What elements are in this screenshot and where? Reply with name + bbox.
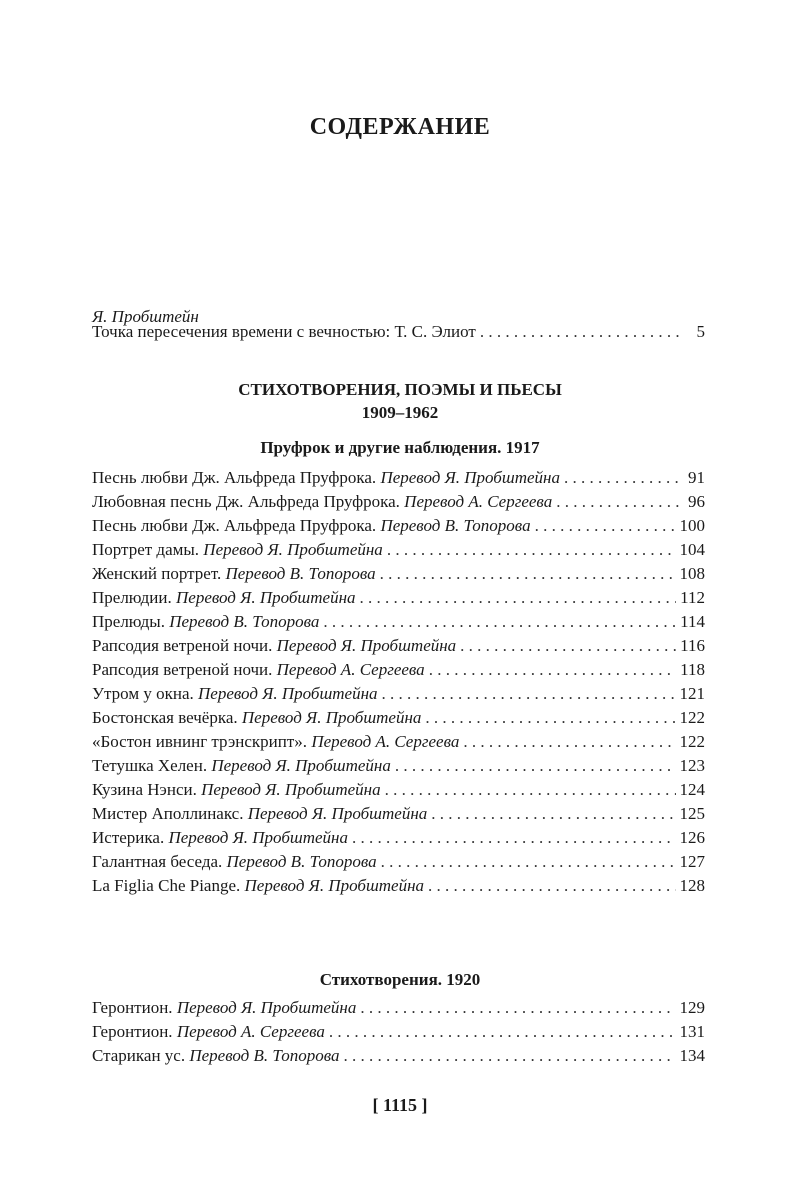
page-number: 127 — [679, 852, 705, 871]
translator: Перевод В. Топорова — [226, 852, 377, 871]
leader-dots — [385, 778, 676, 802]
toc-entry[interactable] — [92, 634, 705, 658]
page-number: 104 — [679, 540, 705, 559]
toc-entry[interactable] — [92, 514, 705, 538]
leader-dots — [380, 562, 676, 586]
page-number: 124 — [679, 780, 705, 799]
toc-entry[interactable] — [92, 874, 705, 898]
page-number: 129 — [679, 998, 705, 1017]
entry-title — [92, 706, 421, 730]
leader-dots — [428, 874, 675, 898]
translator: Перевод Я. Пробштейна — [203, 540, 383, 559]
section-years: 1909–1962 — [361, 403, 439, 422]
toc-entry[interactable] — [92, 658, 705, 682]
toc-entry[interactable] — [92, 802, 705, 826]
work-title: Истерика. — [92, 828, 165, 847]
translator: Перевод Я. Пробштейна — [244, 876, 425, 895]
toc-entry-intro[interactable] — [92, 320, 705, 344]
leader-dots — [556, 490, 679, 514]
section-title: СТИХОТВОРЕНИЯ, ПОЭМЫ И ПЬЕСЫ — [238, 380, 562, 399]
entry-title — [92, 826, 348, 850]
toc-entry[interactable] — [92, 1044, 705, 1068]
leader-dots — [329, 1020, 676, 1044]
toc-entry[interactable] — [92, 490, 705, 514]
translator: Перевод Я. Пробштейна — [380, 468, 560, 487]
entry-title — [92, 874, 424, 898]
translator: Перевод А. Сергеева — [176, 1022, 325, 1041]
page-number: 114 — [680, 612, 705, 631]
page-title: СОДЕРЖАНИЕ — [309, 114, 491, 140]
leader-dots — [360, 996, 675, 1020]
work-title: Рапсодия ветреной ночи. — [92, 636, 273, 655]
leader-dots — [463, 730, 675, 754]
leader-dots — [480, 320, 679, 344]
page-number: 91 — [688, 468, 705, 487]
leader-dots — [382, 682, 676, 706]
page-number: 126 — [679, 828, 705, 847]
work-title: Старикан ус. — [92, 1046, 186, 1065]
leader-dots — [387, 538, 676, 562]
entry-title — [92, 802, 427, 826]
toc-entry[interactable] — [92, 730, 705, 754]
translator: Перевод А. Сергеева — [276, 660, 425, 679]
work-title: Геронтион. — [92, 998, 173, 1017]
work-title: Прелюды. — [92, 612, 165, 631]
entry-title — [92, 996, 356, 1020]
page-number: 128 — [679, 876, 705, 895]
entry-title — [92, 658, 425, 682]
page-number: 125 — [679, 804, 705, 823]
toc-entry[interactable] — [92, 850, 705, 874]
entry-title — [92, 1020, 325, 1044]
toc-entry[interactable] — [92, 682, 705, 706]
work-title: Портрет дамы. — [92, 540, 200, 559]
toc-entry[interactable] — [92, 562, 705, 586]
translator: Перевод Я. Пробштейна — [176, 588, 356, 607]
page-number: 121 — [679, 684, 705, 703]
toc-entry[interactable] — [92, 538, 705, 562]
work-title: Прелюдии. — [92, 588, 172, 607]
entry-title — [92, 538, 383, 562]
work-title: Кузина Нэнси. — [92, 780, 197, 799]
page-number: 118 — [680, 660, 705, 679]
toc-list-prufrock — [92, 466, 705, 898]
leader-dots — [460, 634, 676, 658]
toc-entry[interactable] — [92, 826, 705, 850]
entry-title — [92, 466, 560, 490]
work-title: Любовная песнь Дж. Альфреда Пруфрока. — [92, 492, 400, 511]
work-title: Песнь любви Дж. Альфреда Пруфрока. — [92, 468, 377, 487]
leader-dots — [431, 802, 675, 826]
leader-dots — [360, 586, 677, 610]
work-title: Галантная беседа. — [92, 852, 223, 871]
page-number: 108 — [679, 564, 705, 583]
translator: Перевод А. Сергеева — [404, 492, 553, 511]
entry-title — [92, 682, 378, 706]
translator: Перевод В. Топорова — [189, 1046, 340, 1065]
leader-dots — [352, 826, 676, 850]
leader-dots — [564, 466, 679, 490]
entry-title — [92, 562, 376, 586]
page-number: 134 — [679, 1046, 705, 1065]
entry-title — [92, 730, 459, 754]
work-title: Рапсодия ветреной ночи. — [92, 660, 273, 679]
page-number: 5 — [696, 322, 705, 341]
translator: Перевод Я. Пробштейна — [201, 780, 381, 799]
translator: Перевод В. Топорова — [380, 516, 531, 535]
leader-dots — [429, 658, 676, 682]
leader-dots — [381, 850, 676, 874]
work-title: Бостонская вечёрка. — [92, 708, 238, 727]
toc-entry[interactable] — [92, 754, 705, 778]
work-title: Женский портрет. — [92, 564, 222, 583]
entry-title — [92, 778, 381, 802]
page-number: 122 — [679, 732, 705, 751]
entry-title — [92, 754, 391, 778]
toc-entry[interactable] — [92, 706, 705, 730]
entry-title — [92, 850, 377, 874]
toc-entry[interactable] — [92, 466, 705, 490]
entry-title — [92, 1044, 339, 1068]
entry-title — [92, 490, 552, 514]
toc-entry[interactable] — [92, 996, 705, 1020]
toc-entry[interactable] — [92, 778, 705, 802]
translator: Перевод Я. Пробштейна — [168, 828, 348, 847]
entry-title: Точка пересечения времени с вечностью: Т. С. Элиот — [92, 322, 476, 341]
work-title: Мистер Аполлинакс. — [92, 804, 244, 823]
page-number: 96 — [688, 492, 705, 511]
page-folio: [ 1115 ] — [372, 1095, 428, 1115]
page-number: 122 — [679, 708, 705, 727]
leader-dots — [425, 706, 675, 730]
group-heading-prufrock: Пруфрок и другие наблюдения. 1917 — [260, 438, 540, 457]
toc-entry[interactable] — [92, 610, 705, 634]
entry-title — [92, 634, 456, 658]
work-title: «Бостон ивнинг трэнскрипт». — [92, 732, 308, 751]
leader-dots — [343, 1044, 675, 1068]
translator: Перевод А. Сергеева — [311, 732, 460, 751]
entry-title — [92, 586, 356, 610]
translator: Перевод Я. Пробштейна — [247, 804, 428, 823]
page-number: 100 — [679, 516, 705, 535]
page-number: 123 — [679, 756, 705, 775]
translator: Перевод В. Топорова — [225, 564, 376, 583]
leader-dots — [395, 754, 676, 778]
translator: Перевод В. Топорова — [169, 612, 320, 631]
translator: Перевод Я. Пробштейна — [211, 756, 391, 775]
translator: Перевод Я. Пробштейна — [276, 636, 457, 655]
translator: Перевод Я. Пробштейна — [241, 708, 422, 727]
group-heading-poems-1920: Стихотворения. 1920 — [319, 970, 481, 989]
intro-author: Я. Пробштейн — [92, 307, 199, 326]
page-number: 131 — [679, 1022, 705, 1041]
work-title: Тетушка Хелен. — [92, 756, 208, 775]
leader-dots — [535, 514, 676, 538]
translator: Перевод Я. Пробштейна — [198, 684, 378, 703]
work-title: Утром у окна. — [92, 684, 194, 703]
entry-title — [92, 514, 531, 538]
work-title: Геронтион. — [92, 1022, 173, 1041]
toc-entry[interactable] — [92, 1020, 705, 1044]
toc-list-poems-1920 — [92, 996, 705, 1068]
page-number: 112 — [680, 588, 705, 607]
leader-dots — [323, 610, 676, 634]
work-title: Песнь любви Дж. Альфреда Пруфрока. — [92, 516, 377, 535]
page-number: 116 — [680, 636, 705, 655]
toc-entry[interactable] — [92, 586, 705, 610]
entry-title — [92, 610, 319, 634]
translator: Перевод Я. Пробштейна — [176, 998, 357, 1017]
work-title: La Figlia Che Piange. — [92, 876, 241, 895]
